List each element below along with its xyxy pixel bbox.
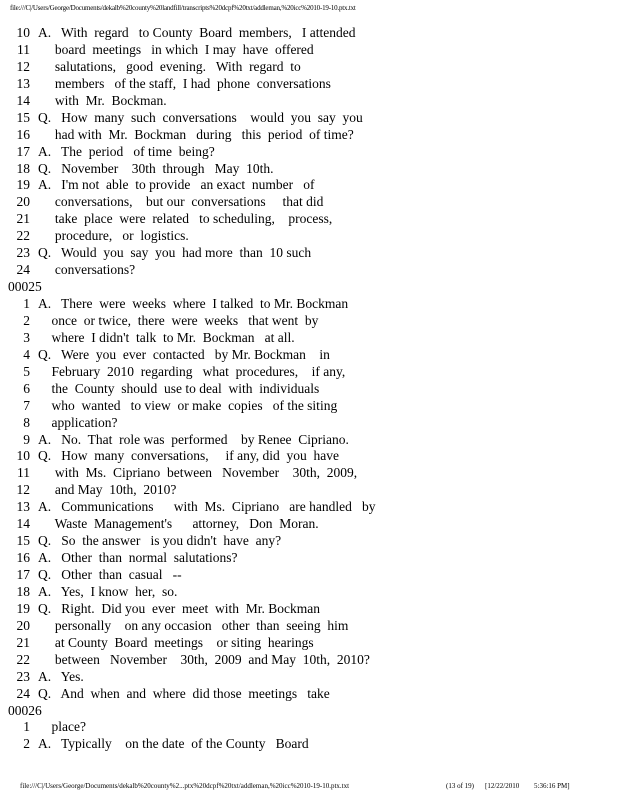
line-number: 17 <box>16 143 30 159</box>
line-number: 5 <box>23 363 30 379</box>
transcript-line <box>8 59 608 76</box>
transcript-line <box>8 652 608 669</box>
transcript-line <box>8 448 608 465</box>
line-text: Q. So the answer is you didn't have any? <box>38 533 282 549</box>
line-text: Q. Were you ever contacted by Mr. Bockman in <box>38 346 330 362</box>
line-text: between November 30th, 2009 and May 10th, 2010? <box>38 651 370 667</box>
line-text: once or twice, there were weeks that went by <box>38 312 319 328</box>
line-text: with Mr. Bockman. <box>38 92 167 108</box>
line-number: 3 <box>23 329 30 345</box>
line-text: A. Other than normal salutations? <box>38 550 238 566</box>
transcript-line <box>8 381 608 398</box>
transcript-line <box>8 669 608 686</box>
line-text: conversations, but our conversations that did <box>38 194 324 210</box>
transcript-line <box>8 313 608 330</box>
transcript-line <box>8 635 608 652</box>
transcript-line <box>8 177 608 194</box>
line-number: 16 <box>16 126 30 142</box>
line-text: members of the staff, I had phone conversations <box>38 75 331 91</box>
line-text: February 2010 regarding what procedures, if any, <box>38 363 346 379</box>
transcript-line <box>8 127 608 144</box>
transcript-line <box>8 432 608 449</box>
line-text: and May 10th, 2010? <box>38 482 177 498</box>
line-number: 15 <box>16 533 30 549</box>
line-number: 20 <box>16 617 30 633</box>
transcript-line <box>8 398 608 415</box>
line-number: 18 <box>16 583 30 599</box>
transcript-line <box>8 211 608 228</box>
line-number: 22 <box>16 228 30 244</box>
line-number: 10 <box>16 448 30 464</box>
line-number: 4 <box>23 346 30 362</box>
footer-date: [12/22/2010 <box>485 782 520 790</box>
transcript-line <box>8 601 608 618</box>
transcript-line <box>8 228 608 245</box>
line-number: 12 <box>16 58 30 74</box>
line-text: application? <box>38 414 118 430</box>
transcript-line <box>8 262 608 279</box>
transcript-line <box>8 618 608 635</box>
transcript-body <box>8 25 608 753</box>
line-number: 16 <box>16 550 30 566</box>
transcript-line <box>8 719 608 736</box>
transcript-line <box>8 93 608 110</box>
transcript-line <box>8 347 608 364</box>
transcript-line <box>8 499 608 516</box>
line-number: 6 <box>23 380 30 396</box>
transcript-line <box>8 144 608 161</box>
line-text: A. Yes, I know her, so. <box>38 583 178 599</box>
page-marker <box>8 279 608 296</box>
line-text: salutations, good evening. With regard to <box>38 58 301 74</box>
line-number: 24 <box>16 685 30 701</box>
transcript-line <box>8 76 608 93</box>
transcript-line <box>8 161 608 178</box>
line-number: 21 <box>16 211 30 227</box>
transcript-line <box>8 42 608 59</box>
line-number: 13 <box>16 499 30 515</box>
transcript-line <box>8 415 608 432</box>
line-text: Q. How many such conversations would you say you <box>38 109 363 125</box>
line-number: 15 <box>16 109 30 125</box>
line-text: Waste Management's attorney, Don Moran. <box>38 516 319 532</box>
line-text: take place were related to scheduling, process, <box>38 211 333 227</box>
transcript-line <box>8 550 608 567</box>
line-number: 12 <box>16 482 30 498</box>
line-number: 2 <box>23 312 30 328</box>
line-text: A. Communications with Ms. Cipriano are handled by <box>38 499 376 515</box>
footer-file-path: file:///C|/Users/George/Documents/dekalb%20county%2...ptx%20dcpf%20txt/addleman,%20icc%2010-19-10.ptx.txt <box>20 782 350 790</box>
line-text: A. There were weeks where I talked to Mr. Bockman <box>38 296 349 311</box>
line-text: A. With regard to County Board members, I attended <box>38 25 356 40</box>
transcript-line <box>8 533 608 550</box>
line-number: 10 <box>16 25 30 40</box>
page-marker <box>8 703 608 720</box>
line-text: the County should use to deal with individuals <box>38 380 320 396</box>
line-number: 11 <box>17 41 30 57</box>
page-number: 00025 <box>8 279 42 295</box>
line-text: at County Board meetings or siting hearings <box>38 634 314 650</box>
transcript-line <box>8 516 608 533</box>
transcript-line <box>8 296 608 313</box>
line-number: 1 <box>23 296 30 311</box>
line-text: where I didn't talk to Mr. Bockman at all. <box>38 329 295 345</box>
line-text: board meetings in which I may have offered <box>38 41 314 57</box>
transcript-line <box>8 364 608 381</box>
line-number: 17 <box>16 567 30 582</box>
line-number: 7 <box>23 397 30 413</box>
line-text: who wanted to view or make copies of the siting <box>38 397 338 413</box>
transcript-line <box>8 584 608 601</box>
transcript-line <box>8 686 608 703</box>
line-text: personally on any occasion other than seeing him <box>38 617 349 633</box>
line-text: A. Typically on the date of the County Board <box>38 736 309 752</box>
line-text: A. No. That role was performed by Renee Cipriano. <box>38 431 349 447</box>
page-footer <box>0 782 618 794</box>
line-text: A. I'm not able to provide an exact number of <box>38 177 315 193</box>
transcript-line <box>8 110 608 127</box>
line-number: 22 <box>16 651 30 667</box>
transcript-line <box>8 245 608 262</box>
line-number: 24 <box>16 262 30 278</box>
line-text: Q. How many conversations, if any, did you have <box>38 448 339 464</box>
line-number: 19 <box>16 177 30 193</box>
line-number: 1 <box>23 719 30 735</box>
page-number: 00026 <box>8 702 42 718</box>
transcript-line <box>8 330 608 347</box>
line-text: Q. Right. Did you ever meet with Mr. Bockman <box>38 600 320 616</box>
line-text: with Ms. Cipriano between November 30th, 2009, <box>38 465 358 481</box>
line-text: had with Mr. Bockman during this period of time? <box>38 126 354 142</box>
transcript-line <box>8 736 608 753</box>
line-number: 23 <box>16 668 30 684</box>
line-text: Q. And when and where did those meetings take <box>38 685 330 701</box>
footer-page-count: (13 of 19) <box>446 782 474 790</box>
line-text: Q. Other than casual -- <box>38 567 182 582</box>
line-number: 14 <box>16 516 30 532</box>
line-text: place? <box>38 719 86 735</box>
line-number: 20 <box>16 194 30 210</box>
line-number: 13 <box>16 75 30 91</box>
footer-time: 5:36:16 PM] <box>534 782 570 790</box>
line-text: A. Yes. <box>38 668 84 684</box>
transcript-line <box>8 482 608 499</box>
line-text: Q. Would you say you had more than 10 such <box>38 245 312 261</box>
transcript-line <box>8 25 608 42</box>
transcript-line <box>8 194 608 211</box>
line-text: Q. November 30th through May 10th. <box>38 160 274 176</box>
line-text: procedure, or logistics. <box>38 228 189 244</box>
line-text: conversations? <box>38 262 136 278</box>
line-number: 2 <box>23 736 30 752</box>
line-number: 9 <box>23 431 30 447</box>
transcript-line <box>8 465 608 482</box>
line-number: 23 <box>16 245 30 261</box>
line-number: 14 <box>16 92 30 108</box>
line-number: 21 <box>16 634 30 650</box>
line-text: A. The period of time being? <box>38 143 215 159</box>
file-path-header: file:///C|/Users/George/Documents/dekalb%20county%20landfill/transcripts%20dcpf%20txt/addleman,%20icc%2010-19-10.ptx.txt <box>10 4 356 12</box>
line-number: 11 <box>17 465 30 481</box>
line-number: 18 <box>16 160 30 176</box>
line-number: 8 <box>23 414 30 430</box>
transcript-line <box>8 567 608 584</box>
line-number: 19 <box>16 600 30 616</box>
